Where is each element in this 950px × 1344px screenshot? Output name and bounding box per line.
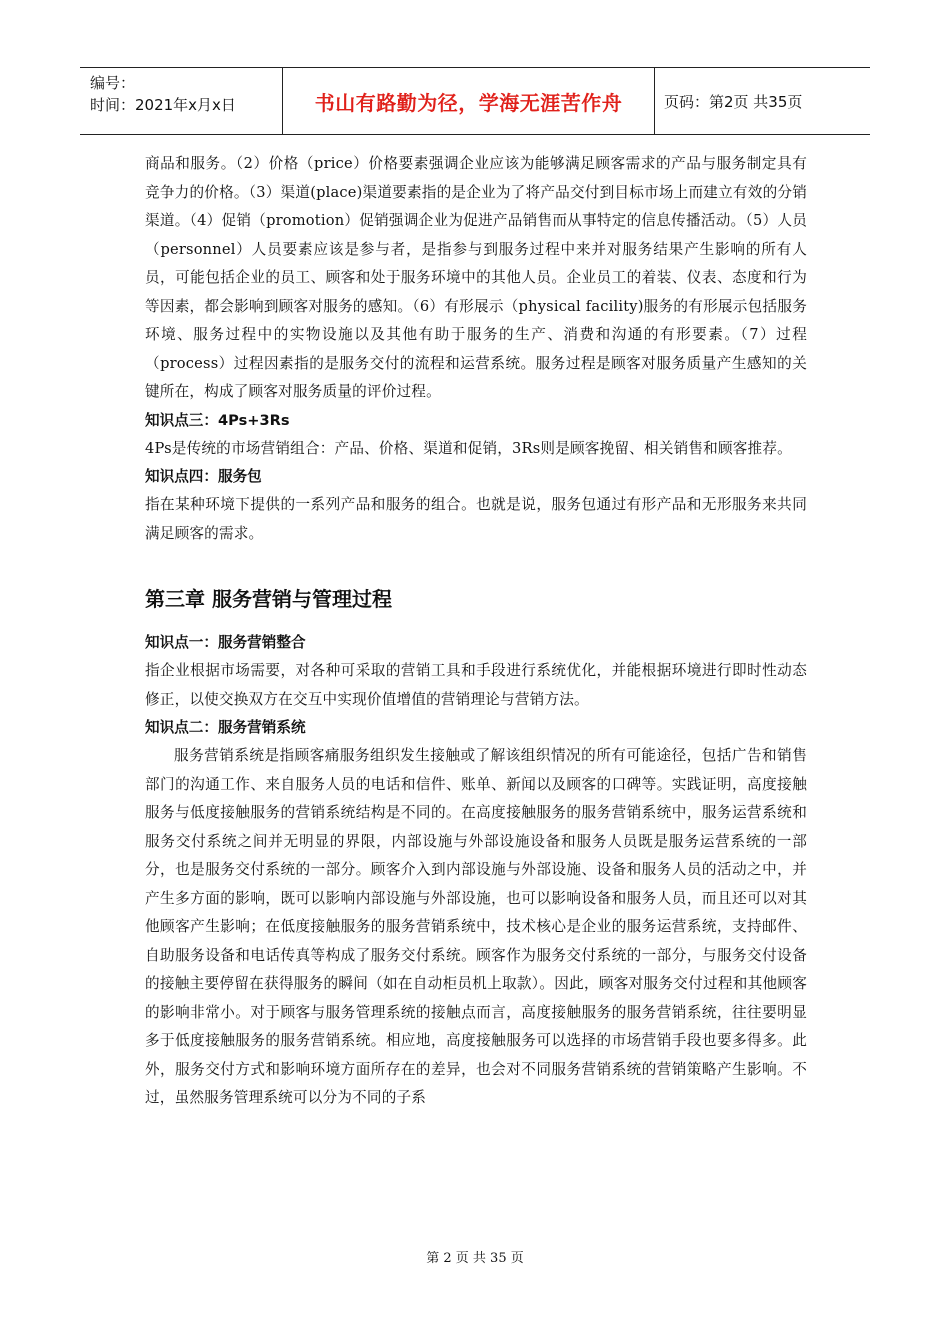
number-label: 编号： xyxy=(90,74,136,92)
page-footer: 第 2 页 共 35 页 xyxy=(426,1251,524,1266)
paragraph-marketing-mix: 商品和服务。（2）价格（price）价格要素强调企业应该为能够满足顾客需求的产品与服务制定具有竞争力的价格。（3）渠道(place)渠道要素指的是企业为了将产品交付到目标市场上而建立有效的分销渠道。（4）促销（promotion）促销强调企业为促进产品销售而从事特定的信息传播活动。（5）人员（personnel）人员要素应该是参与者，是指参与到服务过程中来并对服务结果产生影响的所有人员，可能包括企业的员工、顾客和处于服务环境中的其他人员。企业员工的着装、仪表、态度和行为等因素，都会影响到顾客对服务的感知。（6）有形展示（physical facility)服务的有形展示包括服务环境、服务过程中的实物设施以及其他有助于服务的生产、消费和沟通的有形要素。（7）过程（process）过程因素指的是服务交付的流程和运营系统。服务过程是顾客对服务质量产生感知的关键所在，构成了顾客对服务质量的评价过程。 xyxy=(145,155,807,400)
header-page-info: 页码：第2页 共35页 xyxy=(664,92,803,111)
heading-chapter3-point-1: 知识点一：服务营销整合 xyxy=(145,634,306,651)
paragraph-service-package: 指在某种环境下提供的一系列产品和服务的组合。也就是说，服务包通过有形产品和无形服务来共同满足顾客的需求。 xyxy=(145,496,807,542)
paragraph-marketing-system: 服务营销系统是指顾客痛服务组织发生接触或了解该组织情况的所有可能途径，包括广告和销售部门的沟通工作、来自服务人员的电话和信件、账单、新闻以及顾客的口碑等。实践证明，高度接触服务与低度接触服务的营销系统结构是不同的。在高度接触服务的服务营销系统中，服务运营系统和服务交付系统之间并无明显的界限，内部设施与外部设施设备和服务人员既是服务运营系统的一部分，也是服务交付系统的一部分。顾客介入到内部设施与外部设施、设备和服务人员的活动之中，并产生多方面的影响，既可以影响内部设施与外部设施，也可以影响设备和服务人员，而且还可以对其他顾客产生影响；在低度接触服务的服务营销系统中，技术核心是企业的服务运营系统，支持邮件、自助服务设备和电话传真等构成了服务交付系统。顾客作为服务交付系统的一部分，与服务交付设备的接触主要停留在获得服务的瞬间（如在自动柜员机上取款）。因此，顾客对服务交付过程和其他顾客的影响非常小。对于顾客与服务管理系统的接触点而言，高度接触服务的服务营销系统，往往要明显多于低度接触服务的服务营销系统。相应地，高度接触服务可以选择的市场营销手段也要多得多。此外，服务交付方式和影响环境方面所存在的差异，也会对不同服务营销系统的营销策略产生影响。不过，虽然服务管理系统可以分为不同的子系 xyxy=(145,747,807,1106)
heading-chapter3-point-2: 知识点二：服务营销系统 xyxy=(145,719,306,736)
header-motto: 书山有路勤为径，学海无涯苦作舟 xyxy=(283,68,655,134)
date-label: 时间：2021年x月x日 xyxy=(90,96,236,114)
page-header xyxy=(80,67,870,135)
heading-knowledge-point-4: 知识点四：服务包 xyxy=(145,468,262,485)
header-meta xyxy=(80,68,283,134)
heading-knowledge-point-3: 知识点三：4Ps+3Rs xyxy=(145,411,290,429)
document-body xyxy=(145,150,807,1113)
paragraph-marketing-integration: 指企业根据市场需要，对各种可采取的营销工具和手段进行系统优化，并能根据环境进行即时性动态修正，以使交换双方在交互中实现价值增值的营销理论与营销方法。 xyxy=(145,662,807,708)
paragraph-4ps-3rs: 4Ps是传统的市场营销组合：产品、价格、渠道和促销，3Rs则是顾客挽留、相关销售和顾客推荐。 xyxy=(145,439,792,457)
chapter-title: 第三章 服务营销与管理过程 xyxy=(145,587,392,611)
